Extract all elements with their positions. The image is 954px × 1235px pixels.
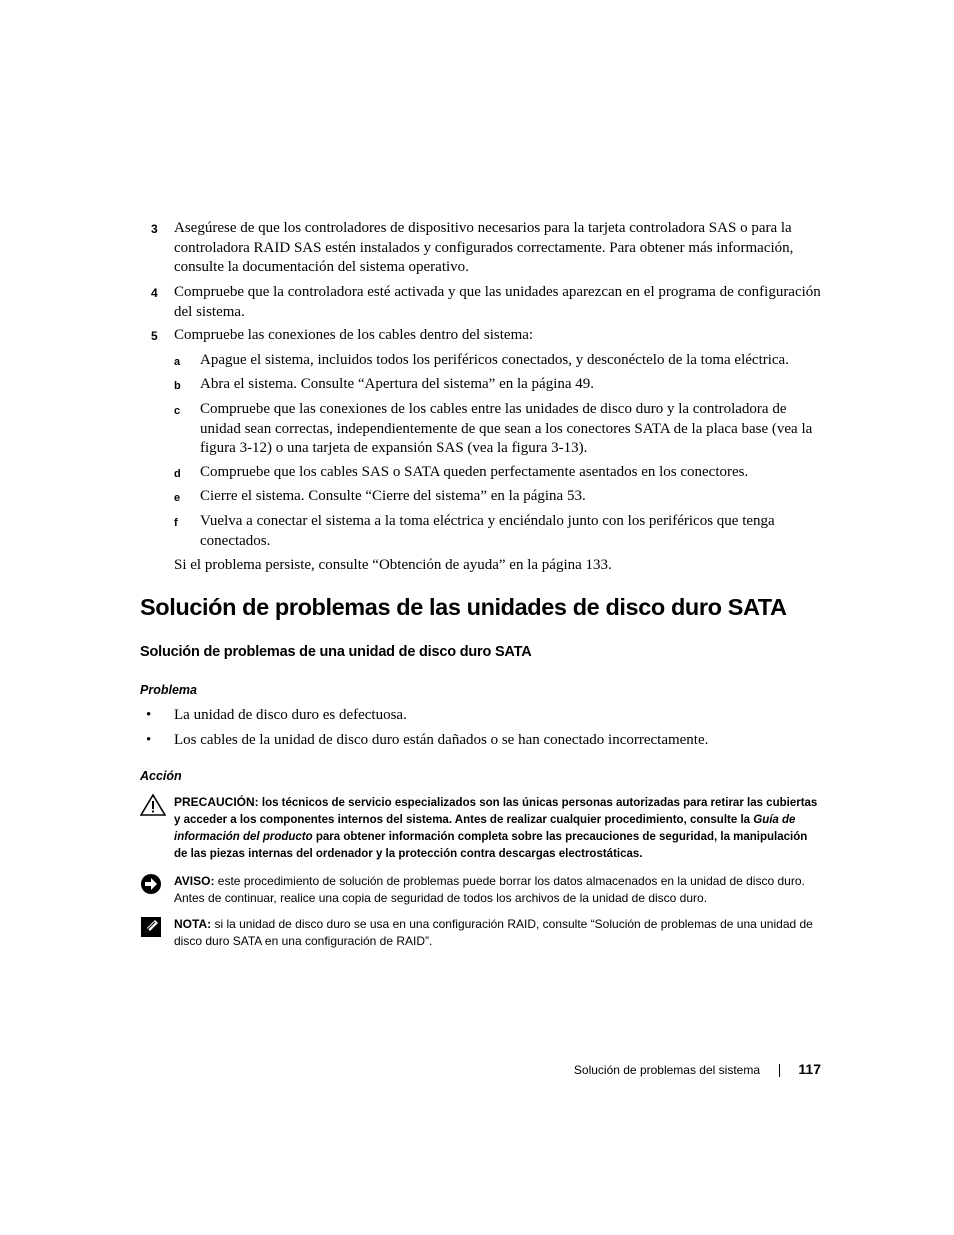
subsection-title: Solución de problemas de una unidad de disco duro SATA	[140, 644, 532, 660]
bullet-icon: •	[146, 732, 152, 748]
note-box	[140, 916, 820, 950]
step-number: 3	[151, 222, 158, 236]
action-heading: Acción	[140, 769, 182, 783]
substep-letter: d	[174, 468, 181, 480]
substep-letter: a	[174, 356, 181, 368]
notice-arrow-icon	[140, 873, 162, 900]
problem-heading: Problema	[140, 683, 197, 697]
substep-c	[174, 400, 824, 459]
substep-a	[174, 351, 824, 371]
note-text: si la unidad de disco duro se usa en una configuración RAID, consulte “Solución de problemas de una unidad de disco duro SATA en una configuración de RAID”.	[174, 917, 813, 948]
notice-label: AVISO:	[174, 874, 215, 888]
substep-e	[174, 487, 824, 507]
caution-text-2: para obtener información completa sobre las precauciones de seguridad, la manipulación de las piezas internas del ordenador y la protección contra descargas electrostáticas.	[174, 831, 808, 860]
substep-text: Cierre el sistema. Consulte “Cierre del sistema” en la página 53.	[200, 488, 586, 504]
notice-box	[140, 873, 820, 907]
substep-f	[174, 512, 824, 551]
page-number: 117	[798, 1061, 821, 1077]
bullet-icon: •	[146, 707, 152, 723]
substep-text: Compruebe que las conexiones de los cables entre las unidades de disco duro y la controladora de unidad sean correctas, independientemente de que sean a los conectores SATA de la placa base (vea la figura 3-12) o una tarjeta de expansión SAS (vea la figura 3-13).	[200, 401, 813, 456]
problem-text: Los cables de la unidad de disco duro están dañados o se han conectado incorrectamente.	[174, 732, 709, 748]
persist-paragraph: Si el problema persiste, consulte “Obtención de ayuda” en la página 133.	[174, 557, 612, 573]
footer-section-title: Solución de problemas del sistema	[573, 1063, 760, 1077]
substep-text: Apague el sistema, incluidos todos los periféricos conectados, y desconéctelo de la toma eléctrica.	[200, 352, 789, 368]
step-3	[151, 219, 821, 278]
caution-text-1: los técnicos de servicio especializados son las únicas personas autorizadas para retirar las cubiertas y acceder a los componentes internos del sistema. Antes de realizar cualquier procedimiento, consulte la	[174, 797, 818, 826]
problem-item	[146, 706, 826, 726]
caution-label: PRECAUCIÓN:	[174, 795, 259, 809]
footer-separator	[779, 1064, 780, 1077]
step-text: Compruebe las conexiones de los cables dentro del sistema:	[174, 327, 534, 343]
substep-letter: f	[174, 517, 178, 529]
substep-letter: e	[174, 492, 181, 504]
caution-box	[140, 794, 820, 863]
note-label: NOTA:	[174, 917, 212, 931]
substep-b	[174, 375, 824, 395]
product-guide-title: Guía de información del producto	[174, 814, 796, 843]
warning-triangle-icon	[140, 794, 166, 821]
problem-item	[146, 731, 826, 751]
substep-text: Compruebe que los cables SAS o SATA queden perfectamente asentados en los conectores.	[200, 464, 749, 480]
section-title: Solución de problemas de las unidades de disco duro SATA	[140, 594, 787, 620]
notice-text: este procedimiento de solución de problemas puede borrar los datos almacenados en la unidad de disco duro. Antes de continuar, realice una copia de seguridad de todos los archivos de la unidad de disco duro.	[174, 874, 805, 905]
problem-text: La unidad de disco duro es defectuosa.	[174, 707, 407, 723]
step-number: 4	[151, 286, 158, 300]
step-number: 5	[151, 329, 158, 343]
substep-d	[174, 463, 824, 483]
substep-letter: b	[174, 380, 181, 392]
substep-letter: c	[174, 405, 181, 417]
step-text: Asegúrese de que los controladores de dispositivo necesarios para la tarjeta controladora SAS o para la controladora RAID SAS estén instalados y configurados correctamente. Para obtener más información, consulte la documentación del sistema operativo.	[174, 220, 794, 275]
note-pencil-icon	[140, 916, 162, 943]
substep-text: Abra el sistema. Consulte “Apertura del sistema” en la página 49.	[200, 376, 595, 392]
step-text: Compruebe que la controladora esté activada y que las unidades aparezcan en el programa de configuración del sistema.	[174, 284, 821, 320]
substep-text: Vuelva a conectar el sistema a la toma eléctrica y enciéndalo junto con los periféricos que tenga conectados.	[200, 513, 775, 549]
step-4	[151, 283, 821, 322]
step-5	[151, 326, 821, 346]
